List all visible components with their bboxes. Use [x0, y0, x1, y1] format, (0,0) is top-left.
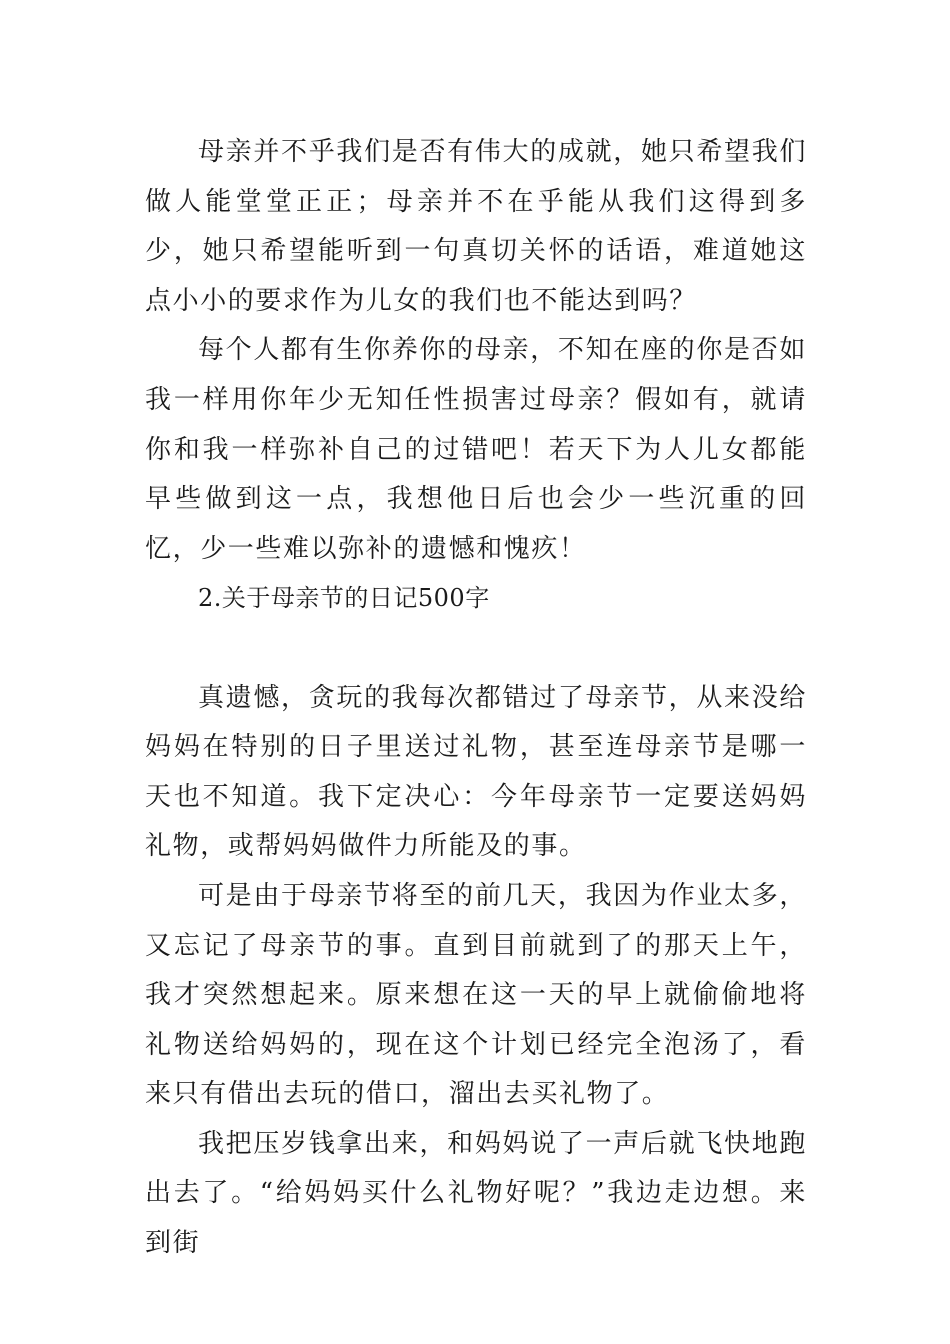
document-page	[145, 128, 807, 1269]
body-paragraph: 母亲并不乎我们是否有伟大的成就，她只希望我们做人能堂堂正正；母亲并不在乎能从我们这得到多少，她只希望能听到一句真切关怀的话语，难道她这点小小的要求作为儿女的我们也不能达到吗？	[145, 137, 807, 316]
body-paragraph: 可是由于母亲节将至的前几天，我因为作业太多，又忘记了母亲节的事。直到目前就到了的那天上午，我才突然想起来。原来想在这一天的早上就偷偷地将礼物送给妈妈的，现在这个计划已经完全泡汤了，看来只有借出去玩的借口，溜出去买礼物了。	[145, 880, 807, 1110]
body-paragraph: 我把压岁钱拿出来，和妈妈说了一声后就飞快地跑出去了。“给妈妈买什么礼物好呢？”我边走边想。来到街	[145, 1128, 807, 1259]
body-paragraph: 每个人都有生你养你的母亲，不知在座的你是否如我一样用你年少无知任性损害过母亲？假如有，就请你和我一样弥补自己的过错吧！若天下为人儿女都能早些做到这一点，我想他日后也会少一些沉重的回忆，少一些难以弥补的遗憾和愧疚！	[145, 335, 807, 564]
section-heading: 2.关于母亲节的日记500字	[198, 584, 490, 613]
body-paragraph: 真遗憾，贪玩的我每次都错过了母亲节，从来没给妈妈在特别的日子里送过礼物，甚至连母亲节是哪一天也不知道。我下定决心：今年母亲节一定要送妈妈礼物，或帮妈妈做件力所能及的事。	[145, 682, 807, 862]
